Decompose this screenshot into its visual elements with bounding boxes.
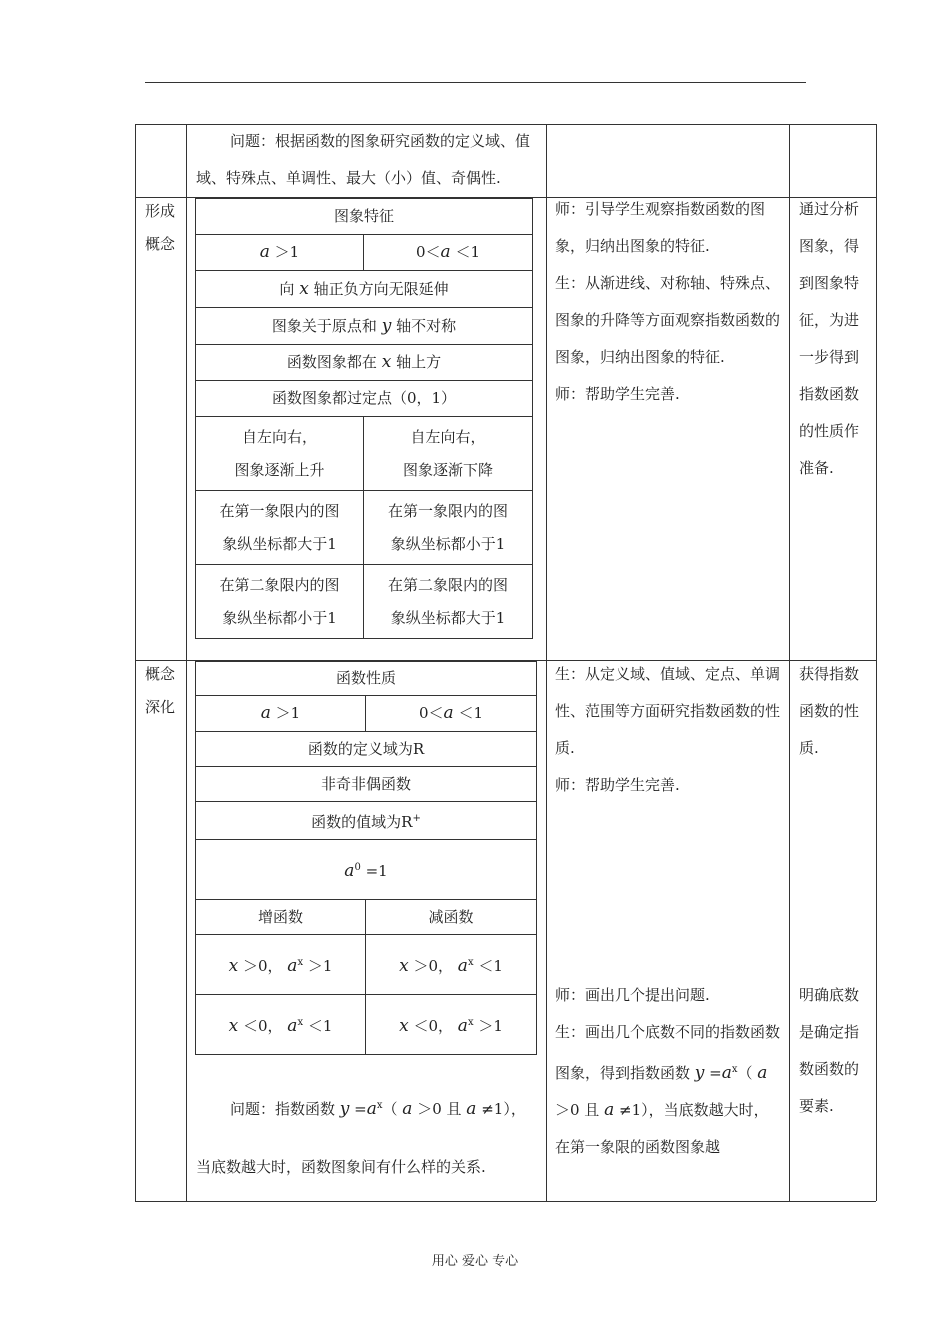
- feature-cell: 在第一象限内的图 象纵坐标都大于1: [196, 491, 364, 565]
- col-divider-1: [186, 124, 187, 1201]
- feature-row: 向 x 轴正负方向无限延伸: [196, 271, 533, 308]
- row0-question: 问题：根据函数的图象研究函数的定义域、值域、特殊点、单调性、最大（小）值、奇偶性.: [196, 132, 531, 187]
- property-row: 非奇非偶函数: [196, 767, 537, 802]
- compare-cell: x ＞0， $a^x >1$: [196, 935, 366, 995]
- compare-cell: x ＜0， $a^x <1$: [196, 995, 366, 1055]
- row2-question: 问题：指数函数 $y =a^x$（ a ＞0 且 a ≠1）， 当底数越大时，函数图象间有什么样的关系.: [196, 1099, 526, 1176]
- feature-row: 图象关于原点和 y 轴不对称: [196, 308, 533, 345]
- row2-design-intent-2: 明确底数是确定指数函数的要素.: [799, 986, 860, 1115]
- function-properties-table: [195, 661, 537, 1055]
- feature-cell: 在第二象限内的图 象纵坐标都大于1: [364, 565, 533, 639]
- row1-label: 形成 概念: [145, 202, 176, 253]
- col-divider-2: [546, 124, 547, 1201]
- outer-right: [876, 124, 877, 1201]
- feature-cell: 自左向右， 图象逐渐上升: [196, 417, 364, 491]
- table-header: 图象特征: [196, 199, 533, 235]
- feature-row: 函数图象都过定点（0，1）: [196, 381, 533, 417]
- row2-teacher-activity-2: 师：画出几个提出问题. 生：画出几个底数不同的指数函数图象，得到指数函数 $y =a^x$（ a ＞0 且 a ≠1），当底数越大时，在第一象限的函数图象越: [555, 986, 781, 1156]
- table-header: 函数性质: [196, 662, 537, 696]
- feature-cell: 在第一象限内的图 象纵坐标都小于1: [364, 491, 533, 565]
- col-b-header: 0＜a ＜1: [364, 235, 533, 271]
- compare-cell: x ＜0， $a^x >1$: [366, 995, 537, 1055]
- compare-cell: x ＞0， $a^x <1$: [366, 935, 537, 995]
- outer-bottom: [135, 1201, 876, 1202]
- page-footer: 用心 爱心 专心: [431, 1254, 519, 1269]
- row1-teacher-activity: 师：引导学生观察指数函数的图象，归纳出图象的特征. 生：从渐进线、对称轴、特殊点、图象的升降等方面观察指数函数的图象，归纳出图象的特征. 师：帮助学生完善.: [555, 200, 781, 403]
- header-rule: [145, 82, 806, 83]
- row2-label: 概念 深化: [145, 665, 176, 716]
- property-row: 函数的值域为R+: [196, 802, 537, 840]
- col-a-header: a ＞1: [196, 235, 364, 271]
- feature-cell: 在第二象限内的图 象纵坐标都小于1: [196, 565, 364, 639]
- mono-cell: 减函数: [366, 900, 537, 935]
- row2-design-intent-1: 获得指数函数的性质.: [799, 665, 860, 757]
- row2-teacher-activity-1: 生：从定义域、值域、定点、单调性、范围等方面研究指数函数的性质. 师：帮助学生完善.: [555, 665, 781, 794]
- property-row: 函数的定义域为R: [196, 732, 537, 767]
- property-row: $a^0 =1$: [196, 840, 537, 900]
- col-a-header: a ＞1: [196, 696, 366, 732]
- row1-design-intent: 通过分析图象，得到图象特征，为进一步得到指数函数的性质作准备.: [799, 200, 860, 477]
- feature-row: 函数图象都在 x 轴上方: [196, 345, 533, 381]
- outer-left: [135, 124, 136, 1201]
- mono-cell: 增函数: [196, 900, 366, 935]
- col-b-header: 0＜a ＜1: [366, 696, 537, 732]
- col-divider-3: [789, 124, 790, 1201]
- feature-cell: 自左向右， 图象逐渐下降: [364, 417, 533, 491]
- image-features-table: [195, 198, 533, 639]
